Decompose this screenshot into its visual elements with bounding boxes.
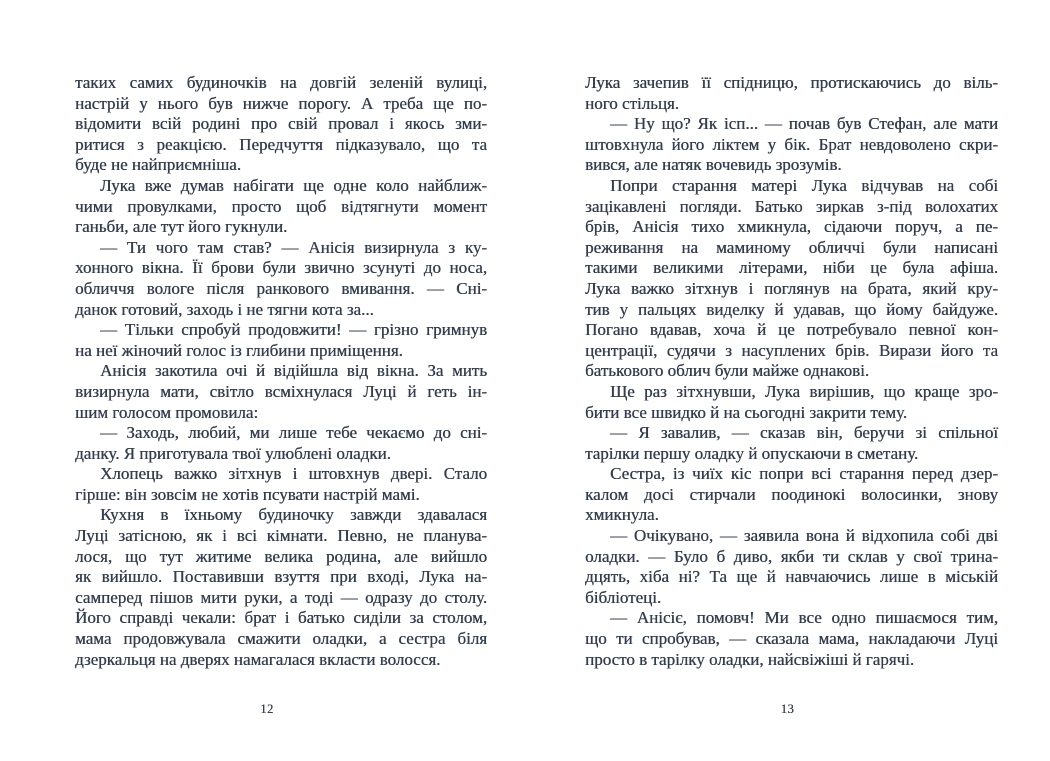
- page-right: [525, 0, 1050, 761]
- text-line: дцять, хіба ні? Та ще й навчаючись лише в міській: [585, 567, 998, 587]
- paragraph: [585, 423, 998, 464]
- text-line: що ти спробував, — сказала мама, накладаючи Луці: [585, 629, 998, 649]
- paragraph: [585, 382, 998, 423]
- text-line: — Очікувано, — заявила вона й відхопила собі дві: [610, 526, 998, 546]
- text-line: штовхнула його ліктем у бік. Брат невдоволено скри-: [585, 134, 998, 154]
- text-line: ритися з реакцією. Передчуття підказувало, що та: [75, 134, 487, 154]
- text-line: дзеркальця на дверях намагалася вкласти волосся.: [75, 649, 441, 669]
- text-line: Лука важко зітхнув і поглянув на брата, який кру-: [585, 278, 998, 298]
- text-line: Анісія закотила очі й відійшла від вікна. За мить: [100, 361, 487, 381]
- text-line: Ще раз зітхнувши, Лука вирішив, що краще зро-: [610, 381, 998, 401]
- text-line: як вийшло. Поставивши взуття при вході, Лука на-: [75, 567, 487, 587]
- text-line: Сестра, із чиїх кіс попри всі старання перед дзер-: [610, 464, 998, 484]
- paragraph: [75, 464, 487, 505]
- paragraph: [75, 423, 487, 464]
- text-line: данку. Я приготувала твої улюблені оладки.: [75, 443, 391, 463]
- paragraph: [75, 505, 487, 670]
- text-line: хонного вікна. Її брови були звично зсунуті до носа,: [75, 258, 487, 278]
- text-line: просто в тарілку оладки, найсвіжіші й гарячі.: [585, 649, 915, 669]
- paragraph: [585, 526, 998, 608]
- text-line: — Ти чого там став? — Анісія визирнула з ку-: [100, 237, 487, 257]
- text-line: обличчя вологе після ранкового вмивання. — Сні-: [75, 278, 487, 298]
- paragraph: [585, 176, 998, 382]
- paragraph: [75, 73, 487, 176]
- text-line: мама продовжувала смажити оладки, а сестра біля: [75, 629, 487, 649]
- text-line: чими провулками, просто щоб відтягнути момент: [75, 196, 487, 216]
- text-line: самперед пішов мити руки, а тоді — одразу до столу.: [75, 587, 487, 607]
- text-line: вився, але натяк вочевидь зрозумів.: [585, 155, 842, 175]
- text-line: — Тільки спробуй продовжити! — грізно гримнув: [100, 320, 487, 340]
- text-line: — Я завалив, — сказав він, беручи зі спільної: [610, 423, 998, 443]
- text-line: реживання на маминому обличчі були написані: [585, 237, 998, 257]
- text-line: тив у пальцях виделку й удавав, що йому байдуже.: [585, 299, 998, 319]
- text-line: відомити всій родині про свій провал і якось зми-: [75, 114, 487, 134]
- text-line: центрації, судячи з насуплених брів. Вирази його та: [585, 340, 998, 360]
- text-line: бити все швидко й на сьогодні закрити тему.: [585, 402, 908, 422]
- paragraph: [585, 114, 998, 176]
- text-line: калом досі стирчали поодинокі волосинки, знову: [585, 484, 998, 504]
- text-line: Кухня в їхньому будиночку завжди здавалася: [100, 505, 487, 525]
- paragraph: [585, 608, 998, 670]
- page-number: 13: [780, 702, 795, 716]
- text-line: Лука зачепив її спідницю, протискаючись до віль-: [585, 73, 998, 92]
- text-line: такими великими літерами, ніби це була афіша.: [585, 258, 998, 278]
- paragraph: [585, 73, 998, 114]
- text-line: визирнула мати, світло всміхнулася Луці й геть ін-: [75, 381, 487, 401]
- paragraph: [75, 361, 487, 423]
- text-line: Хлопець важко зітхнув і штовхнув двері. Стало: [100, 464, 487, 484]
- text-line: — Анісіє, помовч! Ми все одно пишаємося тим,: [610, 608, 998, 628]
- page-text-column: [585, 73, 998, 670]
- page-text-column: [75, 73, 487, 670]
- page-number: 12: [260, 702, 274, 716]
- text-line: ного стільця.: [585, 93, 679, 113]
- text-line: бібліотеці.: [585, 587, 662, 607]
- text-line: брів, Анісія тихо хмикнула, сідаючи поруч, а пе-: [585, 217, 998, 237]
- text-line: Попри старання матері Лука відчував на собі: [610, 175, 998, 195]
- paragraph: [585, 464, 998, 526]
- text-line: ганьби, але тут його гукнули.: [75, 217, 288, 237]
- text-line: буде не найприємніша.: [75, 155, 241, 175]
- paragraph: [75, 320, 487, 361]
- text-line: шим голосом промовила:: [75, 402, 259, 422]
- text-line: настрій у нього був нижче порогу. А треба ще по-: [75, 93, 487, 113]
- text-line: Луці затісною, як і всі кімнати. Певно, не планува-: [75, 526, 487, 546]
- text-line: хмикнула.: [585, 505, 659, 525]
- text-line: зацікавлені погляди. Батько зиркав з-під волохатих: [585, 196, 998, 216]
- text-line: данок готовий, заходь і не тягни кота за...: [75, 299, 374, 319]
- text-line: — Заходь, любий, ми лише тебе чекаємо до сні-: [100, 423, 487, 443]
- text-line: Його справді чекали: брат і батько сиділи за столом,: [75, 608, 487, 628]
- text-line: лося, що тут житиме велика родина, але вийшло: [75, 546, 487, 566]
- text-line: оладки. — Було б диво, якби ти склав у свої трина-: [585, 546, 998, 566]
- text-line: Лука вже думав набігати ще одне коло найближ-: [100, 175, 487, 195]
- paragraph: [75, 238, 487, 320]
- text-line: батькового облич були майже однакові.: [585, 361, 870, 381]
- text-line: — Ну що? Як ісп... — почав був Стефан, але мати: [610, 114, 998, 134]
- text-line: на неї жіночий голос із глибини приміщення.: [75, 340, 403, 360]
- text-line: таких самих будиночків на довгій зеленій вулиці,: [75, 73, 487, 92]
- text-line: гірше: він зовсім не хотів псувати настрій мамі.: [75, 484, 420, 504]
- text-line: тарілки першу оладку й опускаючи в сметану.: [585, 443, 919, 463]
- paragraph: [75, 176, 487, 238]
- text-line: Погано вдавав, хоча й це потребувало певної кон-: [585, 320, 998, 340]
